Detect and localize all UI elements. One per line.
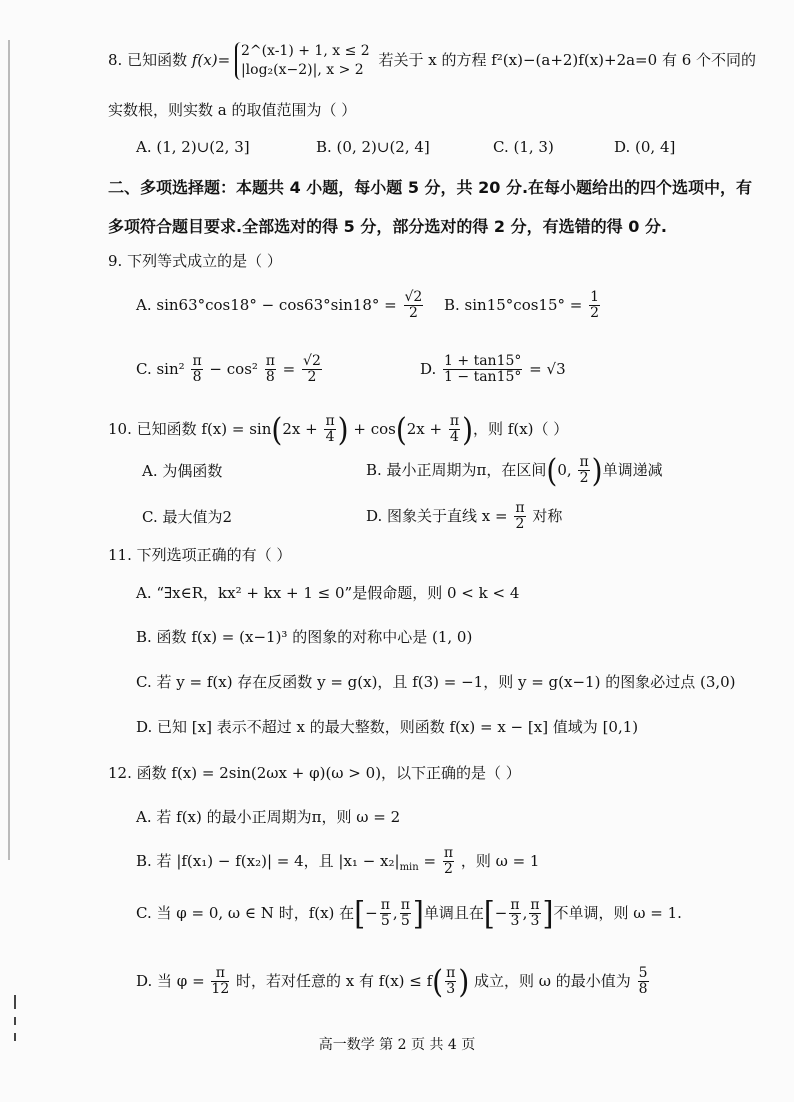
q10-b-two: 2: [579, 470, 589, 487]
q9-b-num: 1: [590, 289, 600, 305]
q9-c-text: C. sin²: [136, 359, 185, 378]
q10-d-text: D. 图象关于直线 x =: [366, 506, 508, 525]
q9-option-d: [420, 354, 566, 386]
q10-d-pi: π: [515, 500, 525, 516]
q12-c-five2: 5: [400, 913, 410, 930]
q12-b-post: ，则 ω = 1: [460, 851, 540, 870]
q10-paren-open-1: (: [271, 410, 283, 449]
q12-c-pi3: π: [510, 897, 520, 913]
q12-b-eq: =: [423, 851, 437, 870]
q10-b-paren-open: (: [546, 451, 558, 490]
q9-c-eight2: 8: [265, 369, 275, 386]
q9-d-label: D.: [420, 359, 437, 378]
q12-option-a: A. 若 f(x) 的最小正周期为π，则 ω = 2: [136, 808, 401, 826]
q10-b-frac: [578, 455, 589, 487]
q11-option-c: C. 若 y = f(x) 存在反函数 y = g(x)，且 f(3) = −1，则 y = g(x−1) 的图象必过点 (3,0): [136, 673, 736, 691]
q10-paren-open-2: (: [395, 410, 407, 449]
q12-d-frac2: [445, 966, 456, 998]
section2-line2: 多项符合题目要求.全部选对的得 5 分，部分选对的得 2 分，有选错的得 0 分.: [108, 217, 667, 236]
q12-d-twelve: 12: [211, 981, 230, 998]
q9-b-text: B. sin15°cos15° =: [444, 295, 583, 314]
q12-d-mid: 时，若对任意的 x 有 f(x) ≤ f: [236, 971, 433, 990]
q11-option-b: B. 函数 f(x) = (x−1)³ 的图象的对称中心是 (1, 0): [136, 628, 473, 646]
q8-case1: 2^(x-1) + 1, x ≤ 2: [240, 43, 370, 59]
q9-c-frac2: [265, 354, 276, 386]
q10-d-post: 对称: [532, 506, 563, 525]
q8-fx: f(x)=: [191, 50, 231, 69]
q10-b-paren-close: ): [591, 451, 603, 490]
q9-option-a: [136, 290, 425, 322]
q9-option-b: [444, 290, 602, 322]
q10-arg2: 2x +: [406, 419, 443, 438]
q12-c-minus1: −: [365, 903, 378, 922]
q8-stem-line1: [108, 42, 756, 80]
q9-c-eq: =: [282, 359, 296, 378]
q10-b-post: 单调递减: [602, 460, 663, 479]
q9-c-eight1: 8: [192, 369, 202, 386]
q10-option-b: [366, 451, 663, 490]
q8-piecewise: [235, 42, 374, 80]
q9-option-c: [136, 354, 324, 386]
scan-edge-line: [8, 40, 10, 860]
q12-d-mid2: 成立，则 ω 的最小值为: [474, 971, 631, 990]
q12-d-frac3: [638, 966, 649, 998]
q12-c-pi1: π: [380, 897, 390, 913]
q8-option-d: D. (0, 4]: [614, 138, 676, 156]
q8-stem-c: 实数根，则实数 a 的取值范围为（ ）: [108, 101, 357, 119]
q12-d-frac1: [211, 966, 229, 998]
q9-a-num: √2: [404, 289, 423, 305]
q12-stem: 12. 函数 f(x) = 2sin(2ωx + φ)(ω > 0)，以下正确的是（ ）: [108, 764, 521, 782]
q9-stem: 9. 下列等式成立的是（ ）: [108, 252, 282, 270]
q12-c-bracket-close-2: ]: [542, 894, 554, 933]
q12-d-pi2: π: [446, 965, 456, 981]
q12-d-five: 5: [638, 965, 648, 981]
q12-b-two: 2: [443, 861, 453, 878]
q10-stem-b: ，则 f(x)（ ）: [473, 419, 569, 438]
q10-stem-a: 10. 已知函数 f(x) = sin: [108, 419, 272, 438]
q12-b-frac: [443, 846, 454, 878]
q10-cos: + cos: [353, 419, 396, 438]
q9-a-fraction: [404, 290, 424, 322]
q12-c-bracket-close-1: ]: [412, 894, 424, 933]
q9-b-den: 2: [590, 305, 600, 322]
q12-c-comma1: ,: [392, 903, 398, 922]
q12-option-c: [136, 894, 682, 933]
q10-pi2: π: [449, 413, 460, 429]
q9-c-pi2: π: [265, 353, 275, 369]
q12-c-post: 不单调，则 ω = 1.: [553, 903, 682, 922]
q10-option-c: C. 最大值为2: [142, 508, 233, 526]
q9-d-post: = √3: [529, 359, 566, 378]
q10-frac1: [324, 414, 335, 446]
q12-c-frac3: [509, 898, 520, 930]
q10-option-d: [366, 501, 562, 533]
q12-d-paren-close: ): [458, 962, 470, 1001]
q12-c-five1: 5: [380, 913, 390, 930]
q10-b-zero: 0,: [557, 460, 572, 479]
q8-case2: |log₂(x−2)|, x > 2: [240, 61, 364, 78]
q10-four2: 4: [450, 429, 459, 446]
q12-c-text: C. 当 φ = 0, ω ∈ N 时，f(x) 在: [136, 903, 355, 922]
q12-d-paren-open: (: [432, 962, 444, 1001]
q8-stem-b: 若关于 x 的方程 f²(x)−(a+2)f(x)+2a=0 有 6 个不同的: [378, 50, 757, 69]
q11-stem: 11. 下列选项正确的有（ ）: [108, 546, 292, 564]
q9-c-frac1: [191, 354, 202, 386]
q12-c-comma2: ,: [522, 903, 528, 922]
q8-option-c: C. (1, 3): [493, 138, 554, 156]
q12-c-frac4: [529, 898, 540, 930]
q10-option-a: A. 为偶函数: [142, 462, 223, 480]
q9-a-den: 2: [408, 305, 418, 322]
section2-line1: 二、多项选择题：本题共 4 小题，每小题 5 分，共 20 分.在每小题给出的四个选项中，有: [108, 178, 753, 197]
q12-c-pi4: π: [530, 897, 540, 913]
q12-d-text: D. 当 φ =: [136, 971, 205, 990]
q10-d-two: 2: [515, 516, 525, 533]
q12-c-frac2: [400, 898, 411, 930]
binding-mark-2: [14, 1017, 16, 1025]
q8-option-a: A. (1, 2)∪(2, 3]: [136, 138, 250, 156]
q11-option-d: D. 已知 [x] 表示不超过 x 的最大整数，则函数 f(x) = x − [x] 值域为 [0,1): [136, 718, 639, 736]
q10-paren-close-2: ): [462, 410, 474, 449]
q8-stem-a: 8. 已知函数: [108, 50, 188, 69]
q12-c-minus2: −: [494, 903, 508, 922]
q12-c-three2: 3: [530, 913, 540, 930]
q10-four1: 4: [325, 429, 335, 446]
binding-mark-3: [14, 1033, 16, 1041]
q12-c-bracket-open-1: [: [354, 894, 366, 933]
q12-d-three: 3: [446, 981, 456, 998]
q9-c-num: √2: [303, 353, 321, 369]
q9-a-text: A. sin63°cos18° − cos63°sin18° =: [136, 295, 397, 314]
q10-paren-close-1: ): [337, 410, 349, 449]
q11-option-a: A. “∃x∈R，kx² + kx + 1 ≤ 0”是假命题，则 0 < k < 4: [136, 584, 520, 602]
q9-d-fraction: [443, 354, 522, 386]
q10-b-pi: π: [579, 454, 589, 470]
q12-c-three1: 3: [510, 913, 520, 930]
q12-d-eight: 8: [638, 981, 648, 998]
q12-option-d: [136, 962, 651, 1001]
q9-d-num: 1 + tan15°: [444, 353, 522, 369]
q12-b-min: min: [399, 861, 419, 873]
q9-c-den: 2: [307, 369, 317, 386]
q12-option-b: [136, 846, 539, 878]
q12-c-mid: 单调且在: [423, 903, 484, 922]
q8-option-b: B. (0, 2)∪(2, 4]: [316, 138, 430, 156]
q10-arg1: 2x +: [282, 419, 318, 438]
q12-c-pi2: π: [400, 897, 410, 913]
q9-d-den: 1 − tan15°: [444, 369, 522, 386]
q12-b-text: B. 若 |f(x₁) − f(x₂)| = 4，且 |x₁ − x₂|: [136, 851, 400, 870]
q12-c-frac1: [380, 898, 391, 930]
q9-c-frac3: [302, 354, 322, 386]
q10-pi1: π: [325, 413, 335, 429]
q12-d-pi: π: [211, 966, 229, 982]
q10-b-text: B. 最小正周期为π，在区间: [366, 460, 547, 479]
q10-d-frac: [514, 501, 525, 533]
q9-b-fraction: [589, 290, 600, 322]
q10-frac2: [449, 414, 460, 446]
q9-c-mid: − cos²: [209, 359, 258, 378]
page-footer: 高一数学 第 2 页 共 4 页: [318, 1037, 476, 1053]
q12-b-pi: π: [443, 845, 454, 861]
binding-mark-1: [14, 995, 16, 1009]
q9-c-pi1: π: [192, 353, 202, 369]
q12-c-bracket-open-2: [: [483, 894, 495, 933]
q10-stem: [108, 410, 569, 449]
